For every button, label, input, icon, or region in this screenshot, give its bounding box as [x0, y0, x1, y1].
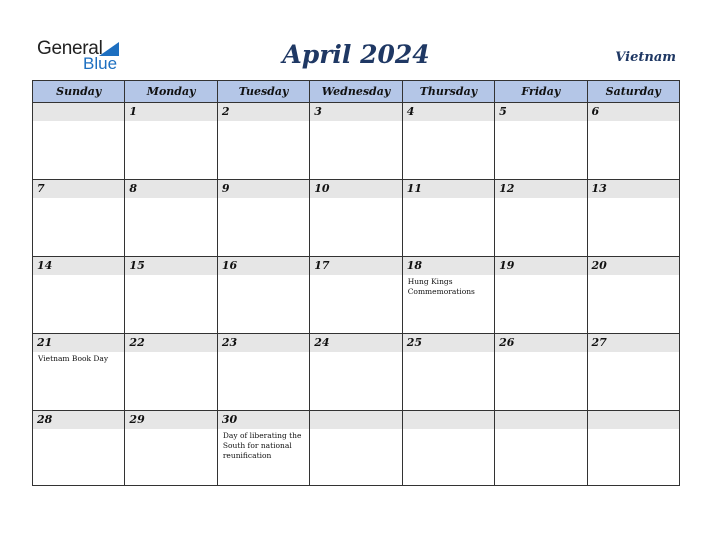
day-number: 26 — [499, 336, 515, 349]
week-row — [33, 257, 679, 334]
day-number: 5 — [499, 105, 507, 118]
day-cell — [125, 103, 217, 179]
day-number: 8 — [129, 182, 138, 195]
day-number: 3 — [314, 105, 322, 118]
week-row — [33, 180, 679, 257]
day-cell — [403, 334, 495, 410]
day-cell — [403, 411, 495, 486]
day-cell — [310, 103, 402, 179]
day-event: Day of liberating the South for national reunification — [222, 431, 302, 460]
week-row — [33, 334, 679, 411]
day-cell — [310, 257, 402, 333]
day-number: 4 — [406, 105, 415, 118]
day-number: 9 — [221, 182, 230, 195]
day-cell — [125, 180, 217, 256]
weekday-header-row — [33, 81, 679, 103]
day-number: 20 — [591, 259, 607, 272]
country-label: Vietnam — [615, 50, 676, 65]
day-cell — [588, 103, 679, 179]
day-number: 29 — [129, 413, 145, 426]
day-number: 28 — [37, 413, 53, 426]
day-cell — [218, 103, 310, 179]
day-cell — [588, 334, 679, 410]
weekday-header: Sunday — [33, 81, 125, 102]
day-cell — [403, 257, 495, 333]
day-cell — [310, 180, 402, 256]
day-number: 13 — [591, 182, 607, 195]
day-number: 21 — [37, 336, 53, 349]
day-cell — [218, 257, 310, 333]
day-number: 22 — [129, 336, 145, 349]
weekday-header: Tuesday — [218, 81, 310, 102]
day-number: 1 — [129, 105, 138, 118]
day-number: 7 — [37, 182, 45, 195]
day-cell — [403, 103, 495, 179]
day-cell — [33, 257, 125, 333]
day-cell — [218, 411, 310, 486]
brand-name-general: General — [37, 38, 103, 59]
day-number: 24 — [314, 336, 330, 349]
day-cell — [218, 180, 310, 256]
day-cell — [588, 180, 679, 256]
day-cell — [310, 411, 402, 486]
day-number: 6 — [591, 105, 600, 118]
weeks-container — [33, 103, 679, 485]
weekday-header: Thursday — [403, 81, 495, 102]
day-number: 30 — [221, 413, 238, 426]
day-number: 23 — [221, 336, 238, 349]
day-cell — [495, 180, 587, 256]
day-number: 18 — [406, 259, 422, 272]
day-event: Vietnam Book Day — [38, 354, 109, 363]
day-cell — [33, 411, 125, 486]
day-number: 2 — [221, 105, 230, 118]
week-row — [33, 103, 679, 180]
day-number: 25 — [406, 336, 422, 349]
day-cell — [495, 411, 587, 486]
day-cell — [588, 257, 679, 333]
calendar-title: April 2024 — [282, 40, 430, 69]
weekday-header: Monday — [125, 81, 217, 102]
day-cell — [125, 334, 217, 410]
day-event: Hung Kings Commemorations — [407, 277, 475, 296]
day-cell — [403, 180, 495, 256]
day-number: 17 — [314, 259, 330, 272]
day-number: 14 — [37, 259, 53, 272]
day-number: 27 — [591, 336, 607, 349]
calendar-grid — [32, 80, 680, 486]
day-cell — [33, 334, 125, 410]
day-cell — [33, 103, 125, 179]
day-number: 19 — [499, 259, 515, 272]
day-cell — [495, 257, 587, 333]
weekday-header: Wednesday — [310, 81, 402, 102]
weekday-header: Friday — [495, 81, 587, 102]
day-number: 12 — [499, 182, 515, 195]
weekday-header: Saturday — [605, 85, 661, 98]
day-number: 15 — [129, 259, 145, 272]
day-number: 11 — [406, 182, 422, 195]
day-cell — [588, 411, 679, 486]
day-cell — [218, 334, 310, 410]
day-cell — [33, 180, 125, 256]
day-number: 16 — [221, 259, 238, 272]
week-row — [33, 411, 679, 486]
day-cell — [495, 103, 587, 179]
day-cell — [125, 257, 217, 333]
day-cell — [125, 411, 217, 486]
day-number: 10 — [314, 182, 330, 195]
day-cell — [495, 334, 587, 410]
day-cell — [310, 334, 402, 410]
brand-name-blue: Blue — [83, 54, 118, 73]
